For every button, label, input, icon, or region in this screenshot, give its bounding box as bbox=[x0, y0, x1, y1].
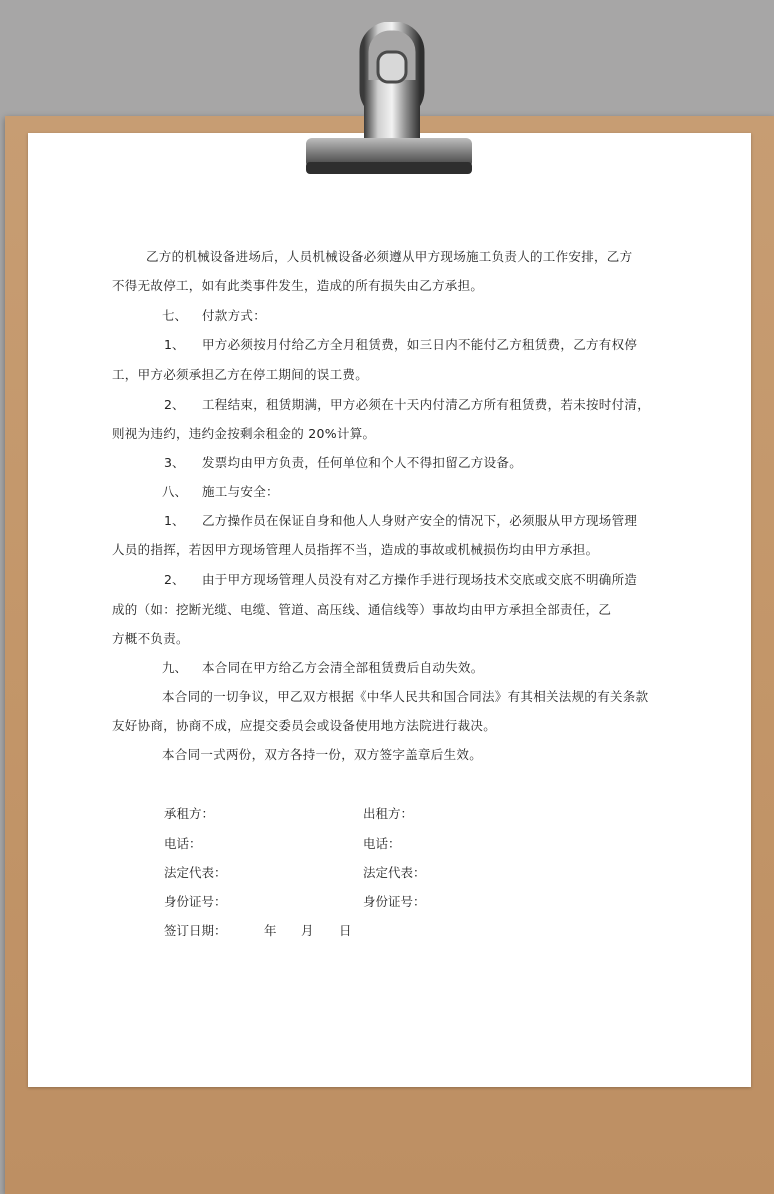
dispute-line1: 本合同的一切争议，甲乙双方根据《中华人民共和国合同法》有其相关法规的有关条款 bbox=[162, 689, 649, 704]
section-8-item-2-line3: 方概不负责。 bbox=[112, 631, 189, 646]
date-month: 月 bbox=[301, 923, 314, 938]
id-number-label-right: 身份证号： bbox=[363, 894, 426, 909]
dispute-line2: 友好协商，协商不成，应提交委员会或设备使用地方法院进行裁决。 bbox=[112, 718, 497, 733]
section-8-item-2-line1: 由于甲方现场管理人员没有对乙方操作手进行现场技术交底或交底不明确所造 bbox=[202, 572, 638, 587]
lessor-label: 出租方： bbox=[363, 806, 414, 821]
section-8-title: 施工与安全： bbox=[202, 484, 279, 499]
section-9-number: 九、 bbox=[162, 660, 188, 675]
id-number-label-left: 身份证号： bbox=[164, 894, 227, 909]
section-7-item-2-line2: 则视为违约，违约金按剩余租金的 20%计算。 bbox=[112, 426, 376, 441]
clause-continuation-line1: 乙方的机械设备进场后，人员机械设备必须遵从甲方现场施工负责人的工作安排，乙方 bbox=[146, 249, 633, 264]
section-8-item-2-number: 2、 bbox=[164, 572, 185, 587]
date-day: 日 bbox=[339, 923, 352, 938]
section-7-item-1-number: 1、 bbox=[164, 337, 185, 352]
section-8-item-2-line2: 成的（如：挖断光缆、电缆、管道、高压线、通信线等）事故均由甲方承担全部责任，乙 bbox=[112, 602, 612, 617]
section-7-number: 七、 bbox=[162, 308, 188, 323]
section-7-item-3-line1: 发票均由甲方负责，任何单位和个人不得扣留乙方设备。 bbox=[202, 455, 523, 470]
binder-clip-icon bbox=[300, 22, 476, 178]
section-7-title: 付款方式： bbox=[202, 308, 267, 323]
signing-date-label: 签订日期： bbox=[164, 923, 227, 938]
section-7-item-1-line1: 甲方必须按月付给乙方全月租赁费，如三日内不能付乙方租赁费，乙方有权停 bbox=[202, 337, 638, 352]
section-8-item-1-number: 1、 bbox=[164, 513, 185, 528]
phone-label-right: 电话： bbox=[363, 836, 401, 851]
legal-rep-label-left: 法定代表： bbox=[164, 865, 227, 880]
lessee-label: 承租方： bbox=[164, 806, 215, 821]
clause-continuation-line2: 不得无故停工，如有此类事件发生，造成的所有损失由乙方承担。 bbox=[112, 278, 484, 293]
section-8-number: 八、 bbox=[162, 484, 188, 499]
section-9-text: 本合同在甲方给乙方会清全部租赁费后自动失效。 bbox=[202, 660, 484, 675]
phone-label-left: 电话： bbox=[164, 836, 202, 851]
section-8-item-1-line1: 乙方操作员在保证自身和他人人身财产安全的情况下，必须服从甲方现场管理 bbox=[202, 513, 638, 528]
section-7-item-1-line2: 工，甲方必须承担乙方在停工期间的误工费。 bbox=[112, 367, 369, 382]
section-8-item-1-line2: 人员的指挥，若因甲方现场管理人员指挥不当，造成的事故或机械损伤均由甲方承担。 bbox=[112, 542, 599, 557]
legal-rep-label-right: 法定代表： bbox=[363, 865, 426, 880]
section-7-item-3-number: 3、 bbox=[164, 455, 185, 470]
copies-clause: 本合同一式两份，双方各持一份，双方签字盖章后生效。 bbox=[162, 747, 483, 762]
date-year: 年 bbox=[264, 923, 277, 938]
section-7-item-2-number: 2、 bbox=[164, 397, 185, 412]
section-7-item-2-line1: 工程结束，租赁期满，甲方必须在十天内付清乙方所有租赁费，若未按时付清， bbox=[202, 397, 651, 412]
